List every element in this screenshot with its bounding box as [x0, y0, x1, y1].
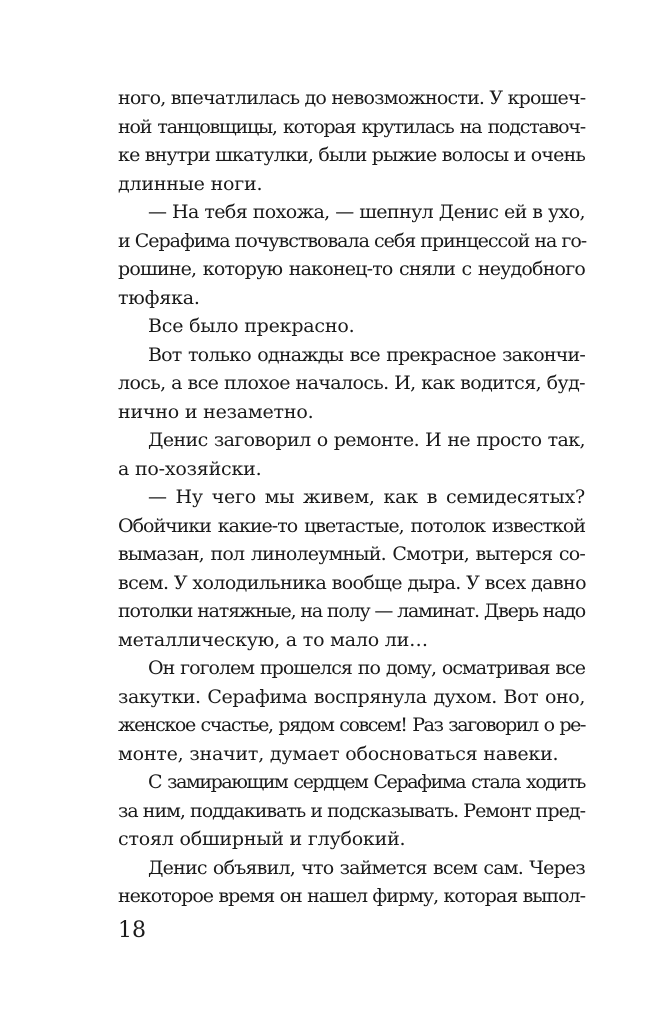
text-line: монте, значит, думает обосноваться навеки.: [118, 742, 559, 765]
text-line: за ним, поддакивать и подсказывать. Ремонт пред-: [118, 799, 585, 822]
text-line: женское счастье, рядом совсем! Раз заговорил о ре-: [118, 714, 585, 736]
text-line: вымазан, пол линолеумный. Смотри, вытерся со-: [118, 543, 585, 565]
text-line: лось, а все плохое началось. И, как водится, буд-: [118, 372, 585, 394]
page-number: 18: [118, 918, 146, 943]
text-line: Обойчики какие-то цветастые, потолок известкой: [118, 514, 585, 537]
text-line: Вот только однажды все прекрасное закончи-: [148, 343, 585, 366]
text-line: закутки. Серафима воспрянула духом. Вот оно,: [118, 685, 585, 708]
body-text: [118, 84, 585, 911]
text-line: ного, впечатлилась до невозможности. У крошеч-: [118, 87, 586, 109]
text-line: — Ну чего мы живем, как в семидесятых?: [148, 486, 585, 508]
text-line: ной танцовщицы, которая крутилась на подставоч-: [118, 115, 585, 138]
text-line: и Серафима почувствовала себя принцессой на го-: [118, 229, 587, 252]
text-line: а по-хозяйски.: [118, 457, 262, 480]
text-line: потолки натяжные, на полу — ламинат. Дверь надо: [118, 600, 585, 622]
text-line: тюфяка.: [118, 286, 200, 309]
text-line: Денис объявил, что займется всем сам. Через: [148, 856, 585, 879]
text-line: рошине, которую наконец-то сняли с неудобного: [118, 258, 585, 280]
text-line: С замирающим сердцем Серафима стала ходить: [148, 771, 585, 793]
text-line: Он гоголем прошелся по дому, осматривая все: [148, 657, 585, 679]
text-line: — На тебя похожа, — шепнул Денис ей в ухо,: [148, 201, 585, 223]
text-line: нично и незаметно.: [118, 400, 314, 423]
text-line: Все было прекрасно.: [148, 315, 355, 337]
text-line: стоял обширный и глубокий.: [118, 828, 406, 850]
text-line: некоторое время он нашел фирму, которая выпол-: [118, 885, 585, 907]
text-line: всем. У холодильника вообще дыра. У всех давно: [118, 571, 586, 594]
text-line: ке внутри шкатулки, были рыжие волосы и очень: [118, 144, 585, 166]
text-line: Денис заговорил о ремонте. И не просто так,: [148, 429, 585, 451]
text-line: длинные ноги.: [118, 172, 263, 195]
text-line: металлическую, а то мало ли…: [118, 628, 428, 651]
